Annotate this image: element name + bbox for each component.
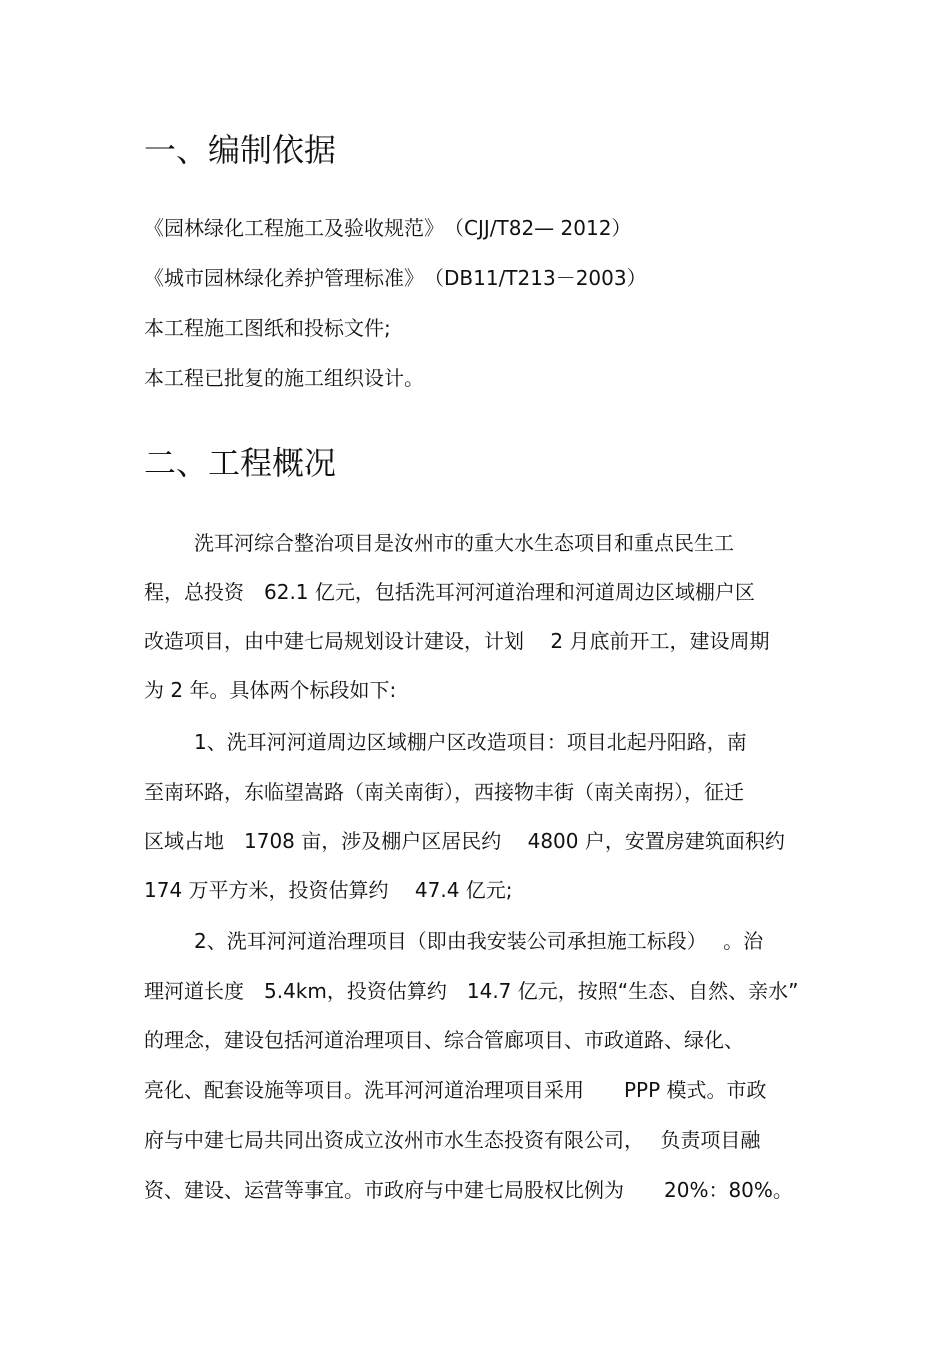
overview-line-14: 资、建设、运营等事宜。市政府与中建七局股权比例为 20%：80%。 [144, 1178, 793, 1202]
overview-line-5: 1、洗耳河河道周边区域棚户区改造项目：项目北起丹阳路，南 [194, 730, 747, 754]
overview-line-7: 区域占地 1708 亩，涉及棚户区居民约 4800 户，安置房建筑面积约 [144, 829, 785, 853]
overview-line-8: 174 万平方米，投资估算约 47.4 亿元; [144, 878, 513, 902]
basis-item-2: 《城市园林绿化养护管理标准》 （DB11/T213－2003） [144, 266, 647, 290]
overview-line-9: 2、洗耳河河道治理项目（即由我安装公司承担施工标段） 。治 [194, 929, 764, 953]
section-heading-overview: 二、工程概况 [144, 444, 337, 482]
overview-line-11: 的理念，建设包括河道治理项目、综合管廊项目、市政道路、绿化、 [144, 1028, 744, 1052]
overview-line-13: 府与中建七局共同出资成立汝州市水生态投资有限公司， 负责项目融 [144, 1128, 761, 1152]
overview-line-1: 洗耳河综合整治项目是汝州市的重大水生态项目和重点民生工 [194, 531, 734, 555]
overview-line-3: 改造项目，由中建七局规划设计建设，计划 2 月底前开工，建设周期 [144, 629, 770, 653]
overview-line-2: 程，总投资 62.1 亿元，包括洗耳河河道治理和河道周边区域棚户区 [144, 580, 755, 604]
overview-line-4: 为 2 年。具体两个标段如下: [144, 678, 397, 702]
basis-item-3: 本工程施工图纸和投标文件; [144, 316, 391, 340]
section-heading-basis: 一、编制依据 [144, 131, 337, 169]
overview-line-10: 理河道长度 5.4km，投资估算约 14.7 亿元，按照“生态、自然、亲水” [144, 979, 799, 1003]
basis-item-1: 《园林绿化工程施工及验收规范》 （CJJ/T82— 2012） [144, 216, 632, 240]
overview-line-6: 至南环路，东临望嵩路（南关南街），西接物丰街（南关南拐），征迁 [144, 780, 744, 804]
overview-line-12: 亮化、配套设施等项目。洗耳河河道治理项目采用 PPP 模式。市政 [144, 1078, 767, 1102]
basis-item-4: 本工程已批复的施工组织设计。 [144, 366, 424, 390]
